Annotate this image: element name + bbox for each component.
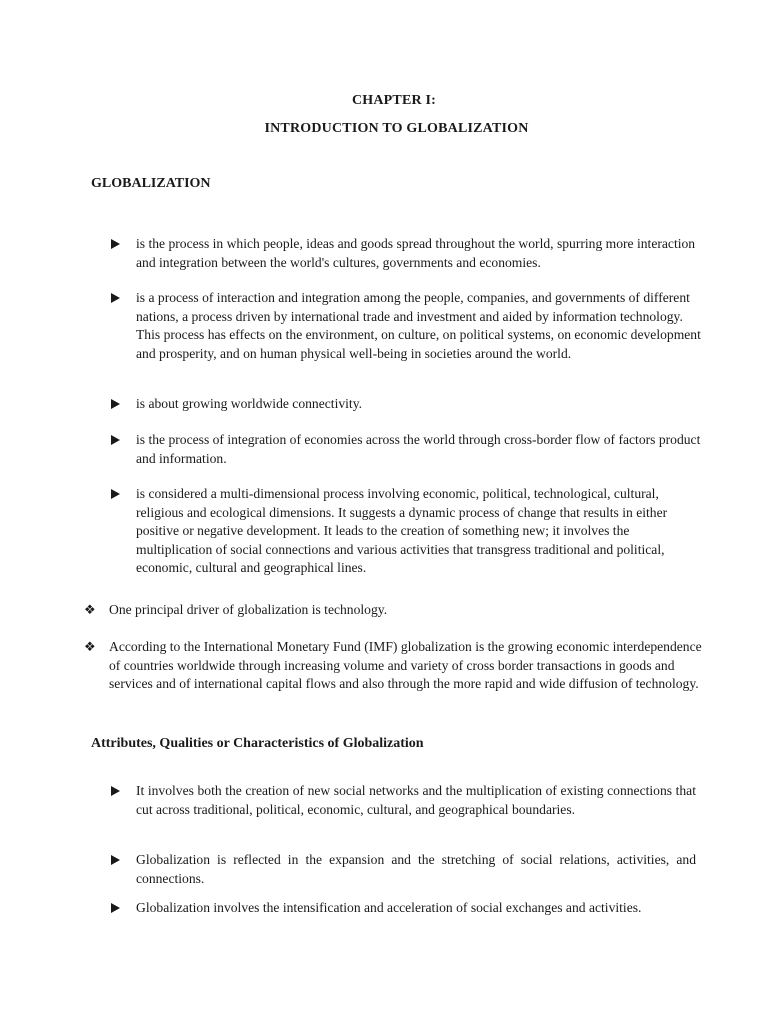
arrow-bullet-icon — [111, 851, 120, 871]
diamond-bullet-icon: ❖ — [84, 602, 95, 617]
list-item-text: Globalization involves the intensification and acceleration of social exchanges and activities. — [136, 900, 642, 915]
list-item — [136, 899, 696, 918]
arrow-bullet-icon — [111, 289, 120, 309]
list-item-text: It involves both the creation of new social networks and the multiplication of existing connections that cut across traditional, political, economic, cultural, and geographical boundaries. — [136, 783, 696, 817]
note-item-text: One principal driver of globalization is technology. — [109, 602, 388, 617]
list-item — [136, 395, 701, 414]
chapter-title: INTRODUCTION TO GLOBALIZATION — [264, 121, 529, 136]
diamond-bullet-icon: ❖ — [84, 639, 95, 654]
arrow-bullet-icon — [111, 782, 120, 802]
arrow-bullet-icon — [111, 431, 120, 451]
note-item — [84, 601, 709, 620]
list-item-text: Globalization is reflected in the expansion and the stretching of social relations, activities, and connections. — [136, 852, 696, 886]
note-item — [84, 638, 709, 694]
arrow-bullet-icon — [111, 235, 120, 255]
list-item-text: is the process of integration of economies across the world through cross-border flow of factors product and information. — [136, 432, 701, 466]
list-item — [136, 431, 701, 468]
list-item — [136, 289, 701, 363]
arrow-bullet-icon — [111, 485, 120, 505]
list-item — [136, 485, 701, 578]
list-item — [136, 782, 696, 819]
chapter-number: CHAPTER I: — [351, 93, 437, 108]
arrow-bullet-icon — [111, 899, 120, 919]
list-item-text: is about growing worldwide connectivity. — [136, 396, 363, 411]
list-item-text: is the process in which people, ideas and goods spread throughout the world, spurring more interaction and integration between the world's cultures, governments and economies. — [136, 236, 696, 270]
note-item-text: According to the International Monetary Fund (IMF) globalization is the growing economic interdependence of countries worldwide through increasing volume and variety of cross border transactions in goods and services and of international capital flows and also through the more rapid and wide diffusion of technology. — [109, 639, 702, 692]
section-heading-globalization: GLOBALIZATION — [91, 176, 211, 191]
list-item-text: is considered a multi-dimensional process involving economic, political, technological, cultural, religious and ecological dimensions. It suggests a dynamic process of change that results in either positive or negative development. It leads to the creation of something new; it involves the multiplication of social connections and various activities that transgress traditional and political, economic, cultural and geographical lines. — [136, 486, 668, 576]
arrow-bullet-icon — [111, 395, 120, 415]
list-item-text: is a process of interaction and integration among the people, companies, and governments of different nations, a process driven by international trade and investment and aided by information technology. This process has effects on the environment, on culture, on political systems, on economic development and prosperity, and on human physical well-being in societies around the world. — [136, 290, 701, 361]
list-item — [136, 235, 701, 272]
list-item — [136, 851, 696, 888]
section-heading-attributes: Attributes, Qualities or Characteristics of Globalization — [91, 736, 424, 751]
